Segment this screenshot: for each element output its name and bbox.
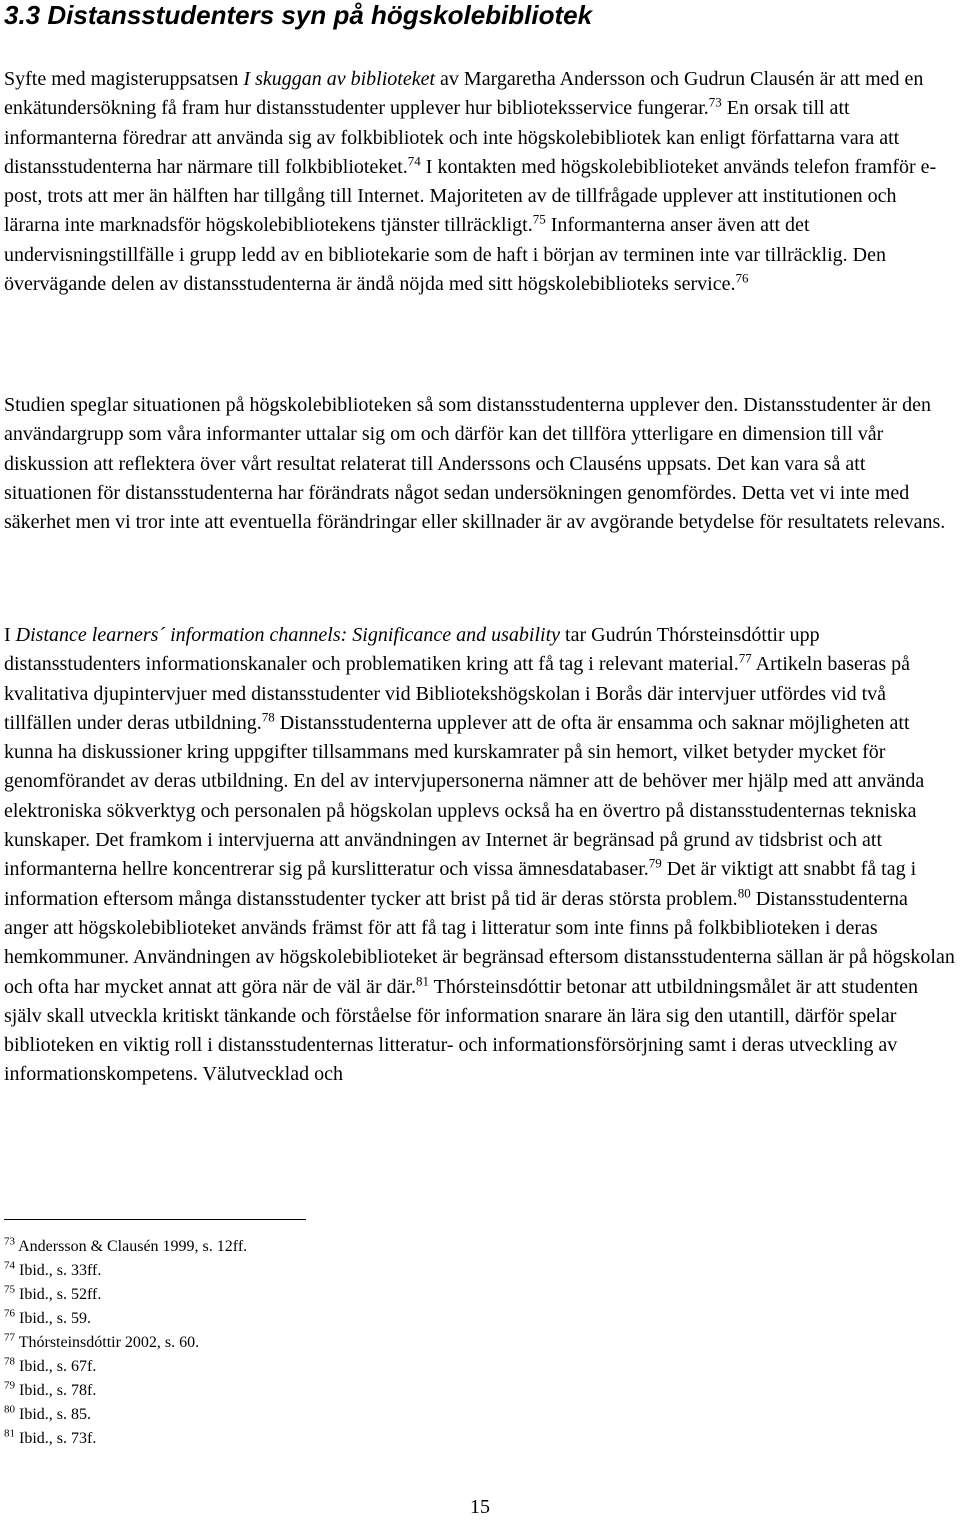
footnote-text: Ibid., s. 67f. [19, 1358, 97, 1375]
paragraph-text: tar Gudrún Thórsteinsdóttir upp distansstudenters informationskanaler och problematiken kring att få tag i relevant material. [4, 624, 820, 676]
footnote-text: Ibid., s. 52ff. [19, 1286, 102, 1303]
page-number: 15 [470, 1496, 490, 1518]
paragraph-text: I [4, 624, 16, 646]
footnotes [4, 1235, 604, 1451]
paragraph-text: Thórsteinsdóttir betonar att utbildningsmålet är att studenten själv skall utveckla kritiskt tänkande och förståelse för information snarare än lära sig den utantill, därför spelar biblioteken en viktig roll i distansstudenternas litteratur- och informationsförsörjning samt i deras utveckling av informationskompetens. Välutvecklad och [4, 975, 919, 1086]
section-heading: 3.3 Distansstudenters syn på högskolebibliotek [4, 0, 593, 30]
footnote-reference: 76 [735, 270, 749, 286]
footnote-reference: 77 [738, 650, 752, 666]
italic-title: Distance learners´ information channels: Significance and usability [15, 624, 561, 646]
footnote-text: Ibid., s. 85. [19, 1406, 91, 1423]
body-paragraph-2 [4, 391, 956, 537]
paragraph-text: Informanterna anser även att det undervisningstillfälle i grupp ledd av en bibliotekarie som de haft i början av terminen inte var tillräcklig. Den övervägande delen av distansstudenterna är ändå nöjda med sitt högskolebiblioteks service. [4, 214, 886, 296]
footnote-number: 76 [4, 1307, 15, 1320]
footnote-reference: 80 [737, 885, 751, 901]
footnote-reference: 73 [708, 94, 722, 110]
paragraph-text: Syfte med magisteruppsatsen [4, 68, 244, 90]
footnote-number: 75 [4, 1283, 15, 1296]
footnote [4, 1235, 604, 1259]
footnote-number: 77 [4, 1331, 15, 1344]
footnote-reference: 81 [416, 972, 430, 988]
footnote-number: 80 [4, 1403, 15, 1416]
footnote-reference: 79 [648, 855, 662, 871]
footnote-text: Ibid., s. 59. [19, 1310, 91, 1327]
footnote-number: 79 [4, 1379, 15, 1392]
footnote [4, 1355, 604, 1379]
paragraph-text: Studien speglar situationen på högskolebiblioteken så som distansstudenterna upplever den. Distansstudenter är den användargrupp som våra informanter uttalar sig om och därför kan det tillföra ytterligare en dimension till vår diskussion att reflektera över vårt resultat relaterat till Anderssons och Clauséns uppsats. Det kan vara så att situationen för distansstudenterna har förändrats något sedan undersökningen genomfördes. Detta vet vi inte med säkerhet men vi tror inte att eventuella förändringar eller skillnader är av avgörande betydelse för resultatets relevans. [4, 394, 946, 534]
paragraph-text: En orsak till att informanterna föredrar att använda sig av folkbibliotek och inte högskolebibliotek kan enligt författarna vara att distansstudenterna har närmare till folkbiblioteket. [4, 97, 900, 178]
footnote [4, 1403, 604, 1427]
footnote [4, 1307, 604, 1331]
paragraph-text: Artikeln baseras på kvalitativa djupintervjuer med distansstudenter vid Bibliotekshögskolan i Borås där intervjuer utfördes vid två tillfällen under deras utbildning. [4, 653, 911, 734]
italic-title: I skuggan av biblioteket [243, 68, 436, 90]
footnote [4, 1427, 604, 1451]
paragraph-text: I kontakten med högskolebiblioteket används telefon framför e-post, trots att mer än hälften har tillgång till Internet. Majoriteten av de tillfrågade upplever att institutionen och lärarna inte marknadsför högskolebibliotekens tjänster tillräckligt. [4, 155, 937, 237]
paragraph-text: Distansstudenterna anger att högskolebiblioteket används främst för att få tag i litteratur som inte finns på folkbiblioteken i deras hemkommuner. Användningen av högskolebiblioteket är begränsad eftersom distansstudenterna sällan är på högskolan och ofta har mycket annat att göra när de väl är där. [4, 887, 955, 998]
paragraph-text: Det är viktigt att snabbt få tag i information eftersom många distansstudenter tycker att brist på tid är deras största problem. [4, 858, 917, 910]
body-paragraph-3 [4, 621, 956, 1090]
paragraph-text: Distansstudenterna upplever att de ofta är ensamma och saknar möjligheten att kunna ha diskussioner kring uppgifter tillsammans med kurskamrater på sin hemort, vilket betyder mycket för genomförandet av deras utbildning. En del av intervjupersonerna nämner att de behöver mer hjälp med att använda elektroniska sökverktyg och personalen på högskolan upplevs också ha en övertro på distansstudenternas tekniska kunskaper. Det framkom i intervjuerna att användningen av Internet är begränsad på grund av tidsbrist och att informanterna hellre koncentrerar sig på kurslitteratur och vissa ämnesdatabaser. [4, 711, 925, 881]
footnote-text: Andersson & Clausén 1999, s. 12ff. [18, 1238, 248, 1255]
footnote [4, 1379, 604, 1403]
footnote-text: Ibid., s. 73f. [19, 1430, 97, 1447]
footnote-reference: 74 [407, 153, 421, 169]
footnote-number: 73 [4, 1235, 15, 1248]
footnote [4, 1331, 604, 1355]
footnote-reference: 78 [261, 709, 275, 725]
paragraph-text: av Margaretha Andersson och Gudrun Clausén är att med en enkätundersökning få fram hur distansstudenter upplever hur biblioteksservice fungerar. [4, 68, 924, 120]
footnote-reference: 75 [532, 211, 546, 227]
footnote-text: Thórsteinsdóttir 2002, s. 60. [18, 1334, 200, 1351]
body-paragraph-1 [4, 65, 956, 299]
footnote-separator [4, 1219, 306, 1220]
footnote-number: 78 [4, 1355, 15, 1368]
footnote [4, 1283, 604, 1307]
footnote-text: Ibid., s. 78f. [19, 1382, 97, 1399]
footnote-text: Ibid., s. 33ff. [19, 1262, 102, 1279]
footnote-number: 81 [4, 1427, 15, 1440]
footnote-number: 74 [4, 1259, 15, 1272]
footnote [4, 1259, 604, 1283]
